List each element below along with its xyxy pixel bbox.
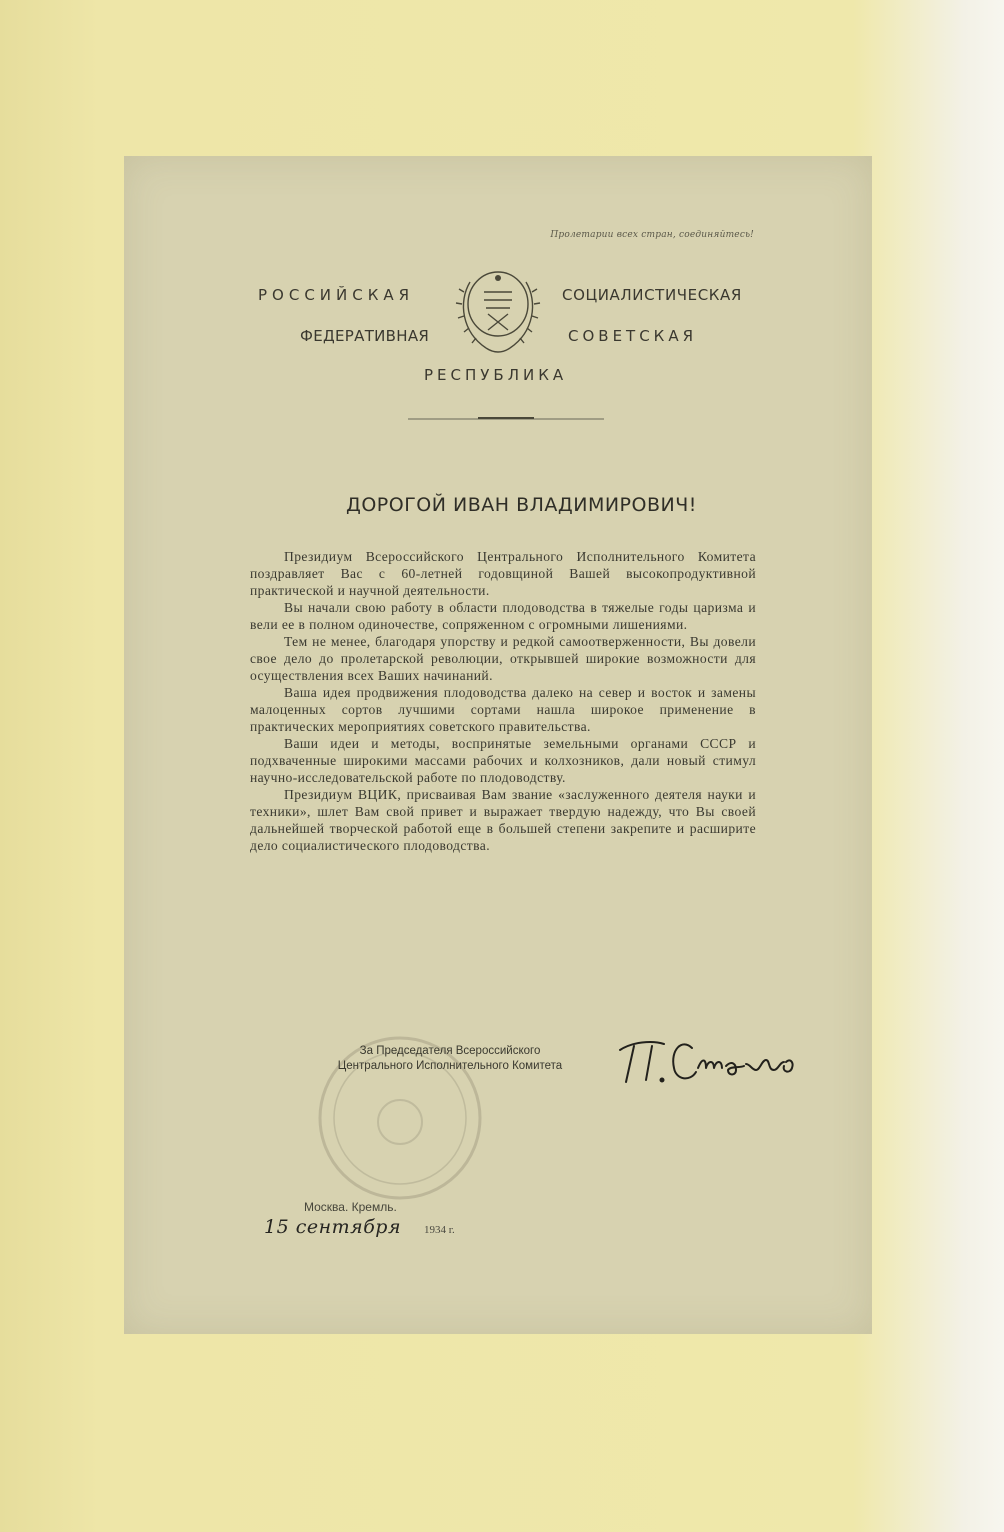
document-sheet (124, 156, 872, 1334)
year: 1934 г. (424, 1224, 455, 1236)
signatory-title-line: Центрального Исполнительного Комитета (337, 1060, 563, 1072)
paragraph: Тем не менее, благодаря упорству и редкой самоотверженности, Вы довели свое дело до пролетарской революции, открывшей широкие возможности для осуществления всех Ваших начинаний. (250, 634, 756, 683)
paragraph: Ваша идея продвижения плодоводства далеко на север и восток и замены малоценных сортов лучшими сортами нашла широкое применение в практических мероприятиях советского правительства. (250, 685, 756, 734)
rsfsr-coat-of-arms-icon (448, 252, 548, 362)
signatory-title-line: За Председателя Всероссийского (359, 1045, 541, 1057)
paragraph: Ваши идеи и методы, воспринятые земельными органами СССР и подхваченные широкими массами рабочих и колхозников, дали новый стимул научно-исследовательской работе по плодоводству. (250, 736, 756, 785)
salutation: ДОРОГОЙ ИВАН ВЛАДИМИРОВИЧ! (346, 494, 697, 516)
header-soviet: СОВЕТСКАЯ (568, 327, 698, 345)
header-federative: ФЕДЕРАТИВНАЯ (300, 327, 430, 345)
header-republic: РЕСПУБЛИКА (424, 366, 568, 384)
place-line: Москва. Кремль. (304, 1200, 397, 1214)
header-socialist: СОЦИАЛИСТИЧЕСКАЯ (562, 286, 742, 304)
paragraph: Вы начали свою работу в области плодоводства в тяжелые годы царизма и вели ее в полном одиночестве, сопряженном с огромными лишениями. (250, 600, 756, 632)
paragraph: Президиум ВЦИК, присваивая Вам звание «заслуженного деятеля науки и техники», шлет Вам свой привет и выражает твердую надежду, что Вы своей дальнейшей творческой работой еще в большей степени закрепите и расширите дело социалистического плодоводства. (250, 787, 756, 853)
handwritten-signature (612, 1024, 812, 1094)
motto: Пролетарии всех стран, соединяйтесь! (550, 230, 754, 240)
header-russian: РОССИЙСКАЯ (258, 286, 415, 304)
letter-body (250, 548, 756, 854)
paragraph: Президиум Всероссийского Центрального Исполнительного Комитета поздравляет Вас с 60-летней годовщиной Вашей высокопродуктивной практической и научной деятельности. (250, 549, 756, 598)
header-divider (408, 416, 604, 422)
handwritten-date: 15 сентября (264, 1216, 402, 1238)
signatory-title (300, 1044, 600, 1074)
